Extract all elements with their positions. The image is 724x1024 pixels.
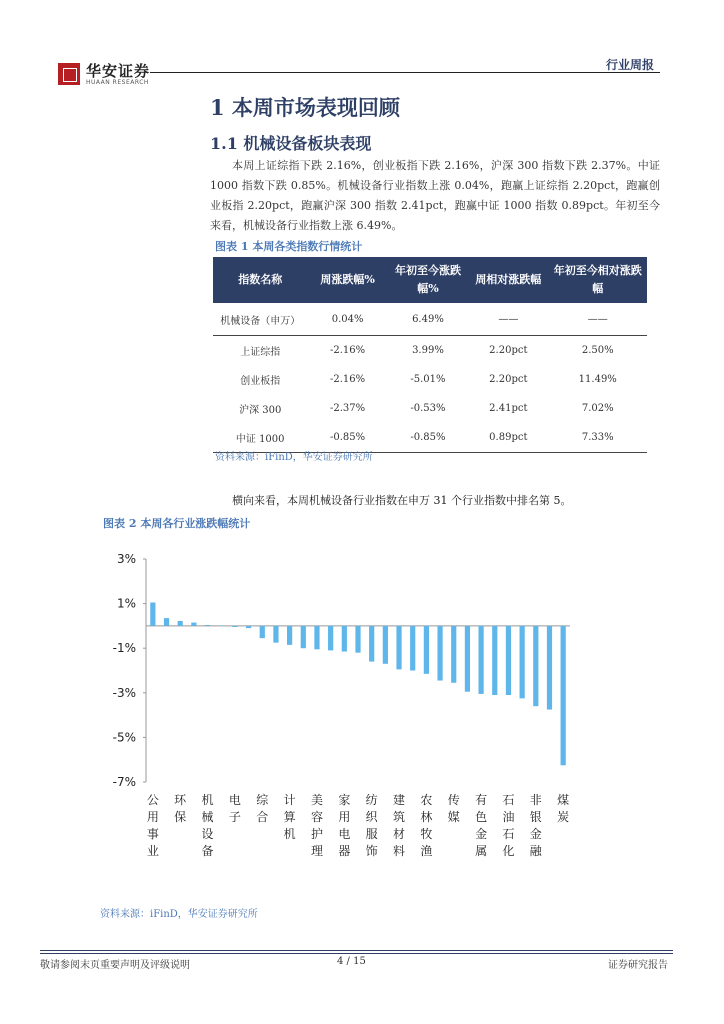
bar bbox=[383, 626, 388, 664]
table-1-source: 资料来源：iFinD，华安证券研究所 bbox=[215, 452, 373, 463]
y-tick-label: -1% bbox=[112, 641, 136, 656]
bar bbox=[561, 626, 566, 765]
paragraph-2: 横向来看，本周机械设备行业指数在申万 31 个行业指数中排名第 5。 bbox=[232, 494, 572, 507]
logo-seal-icon bbox=[58, 63, 80, 85]
table-cell: 0.89pct bbox=[468, 423, 548, 453]
table-cell: 11.49% bbox=[578, 374, 617, 385]
x-category-label: 综合 bbox=[256, 793, 269, 824]
bar bbox=[492, 626, 497, 695]
logo-name: 华安证券 bbox=[86, 62, 151, 80]
bar bbox=[410, 626, 415, 671]
subsection-heading: 1.1 机械设备板块表现 bbox=[210, 134, 372, 153]
x-category-label: 纺织服饰 bbox=[365, 793, 378, 858]
table-header-cell: 周涨跌幅% bbox=[307, 257, 387, 303]
table-header-cell: 周相对涨跌幅 bbox=[468, 257, 548, 303]
bar bbox=[191, 623, 196, 626]
bar bbox=[355, 626, 360, 653]
x-category-label: 计算机 bbox=[283, 793, 296, 841]
table-row bbox=[213, 394, 647, 423]
table-cell: 3.99% bbox=[412, 345, 444, 356]
index-table bbox=[213, 257, 647, 453]
table-cell: 上证综指 bbox=[240, 347, 281, 358]
x-category-label: 农林牧渔 bbox=[420, 793, 433, 858]
table-header-row bbox=[213, 257, 647, 303]
x-category-label: 煤炭 bbox=[557, 793, 570, 824]
bar bbox=[205, 625, 210, 626]
bar bbox=[506, 626, 511, 695]
table-cell: 7.33% bbox=[549, 423, 648, 453]
bar bbox=[246, 626, 251, 628]
x-category-label: 电子 bbox=[228, 793, 241, 824]
table-cell: -2.16% bbox=[330, 345, 366, 356]
table-cell: 沪深 300 bbox=[239, 405, 282, 416]
y-tick-label: 3% bbox=[116, 552, 136, 566]
footer-page-number: 4 / 15 bbox=[337, 956, 366, 967]
table-header-cell: 指数名称 bbox=[213, 257, 307, 303]
industry-bar-chart bbox=[100, 545, 620, 900]
figure-2-title: 图表 2 本周各行业涨跌幅统计 bbox=[103, 517, 251, 530]
y-tick-label: -7% bbox=[112, 775, 136, 789]
x-category-label: 美容护理 bbox=[310, 793, 323, 858]
table-row bbox=[213, 365, 647, 394]
bar bbox=[164, 618, 169, 626]
bar bbox=[424, 626, 429, 674]
table-cell: 2.41pct bbox=[489, 403, 528, 414]
table-cell: -5.01% bbox=[410, 374, 446, 385]
bar bbox=[451, 626, 456, 683]
y-tick-label: 1% bbox=[116, 596, 136, 611]
table-cell: 2.20pct bbox=[489, 345, 528, 356]
table-row bbox=[213, 303, 647, 336]
table-cell: 6.49% bbox=[388, 303, 468, 336]
footer-report-type: 证券研究报告 bbox=[608, 960, 668, 971]
bar bbox=[232, 626, 237, 627]
bar bbox=[437, 626, 442, 681]
table-cell: —— bbox=[468, 303, 548, 336]
bar bbox=[533, 626, 538, 706]
footer-rule bbox=[40, 950, 673, 951]
header-tag: 行业周报 bbox=[606, 58, 655, 72]
table-cell: 中证 1000 bbox=[213, 423, 307, 453]
x-category-label: 石油石化 bbox=[502, 793, 515, 858]
table-header-cell: 年初至今相对涨跌幅 bbox=[549, 257, 648, 303]
bar bbox=[369, 626, 374, 662]
footer-disclaimer: 敬请参阅末页重要声明及评级说明 bbox=[40, 960, 190, 971]
y-tick-label: -3% bbox=[112, 685, 136, 700]
table-cell: —— bbox=[549, 303, 648, 336]
bar bbox=[342, 626, 347, 652]
table-cell: -2.16% bbox=[330, 374, 366, 385]
footer-rule bbox=[40, 953, 673, 954]
table-header-cell: 年初至今涨跌幅% bbox=[388, 257, 468, 303]
table-cell: -0.85% bbox=[307, 423, 387, 453]
table-cell: 创业板指 bbox=[240, 376, 281, 387]
figure-2-source: 资料来源：iFinD，华安证券研究所 bbox=[100, 909, 258, 920]
x-category-label: 公用事业 bbox=[146, 793, 159, 858]
table-1-title: 图表 1 本周各类指数行情统计 bbox=[215, 240, 363, 253]
bar bbox=[219, 625, 224, 626]
bar bbox=[547, 626, 552, 710]
bar bbox=[396, 626, 401, 669]
x-category-label: 非银金融 bbox=[529, 793, 542, 858]
section-heading: 1 本周市场表现回顾 bbox=[210, 95, 400, 120]
x-category-label: 环保 bbox=[174, 793, 187, 824]
bar bbox=[273, 626, 278, 643]
bar bbox=[260, 626, 265, 638]
table-row bbox=[213, 336, 647, 366]
header-rule bbox=[150, 72, 660, 73]
bar bbox=[287, 626, 292, 645]
x-category-label: 有色金属 bbox=[475, 793, 488, 858]
x-category-label: 传媒 bbox=[447, 793, 460, 824]
x-category-label: 机械设备 bbox=[201, 793, 214, 858]
bar bbox=[301, 626, 306, 648]
table-cell: -0.53% bbox=[410, 403, 446, 414]
x-category-label: 建筑材料 bbox=[393, 793, 406, 858]
table-cell: 0.04% bbox=[307, 303, 387, 336]
bar bbox=[465, 626, 470, 692]
x-category-label: 家用电器 bbox=[338, 793, 351, 858]
table-cell: -0.85% bbox=[388, 423, 468, 453]
bar bbox=[328, 626, 333, 651]
table-cell: 2.20pct bbox=[489, 374, 528, 385]
bar bbox=[478, 626, 483, 694]
paragraph-1: 本周上证综指下跌 2.16%，创业板指下跌 2.16%，沪深 300 指数下跌 2.37%。中证 1000 指数下跌 0.85%。机械设备行业指数上涨 0.04%，跑赢上证综指 2.20pct，跑赢创业板指 2.20pct，跑赢沪深 300 指数 2.41pct，跑赢中证 1000 指数 0.89pct。年初至今来看，机械设备行业指数上涨 6.49%。 bbox=[210, 159, 660, 232]
table-cell: -2.37% bbox=[330, 403, 366, 414]
bar bbox=[178, 621, 183, 626]
table-cell: 机械设备（申万） bbox=[213, 303, 307, 336]
bar bbox=[150, 602, 155, 625]
logo-en: HUAAN RESEARCH bbox=[86, 79, 149, 86]
y-tick-label: -5% bbox=[112, 730, 136, 745]
table-cell: 2.50% bbox=[581, 345, 614, 356]
table-cell: 7.02% bbox=[581, 403, 614, 414]
bar bbox=[520, 626, 525, 698]
bar bbox=[314, 626, 319, 649]
